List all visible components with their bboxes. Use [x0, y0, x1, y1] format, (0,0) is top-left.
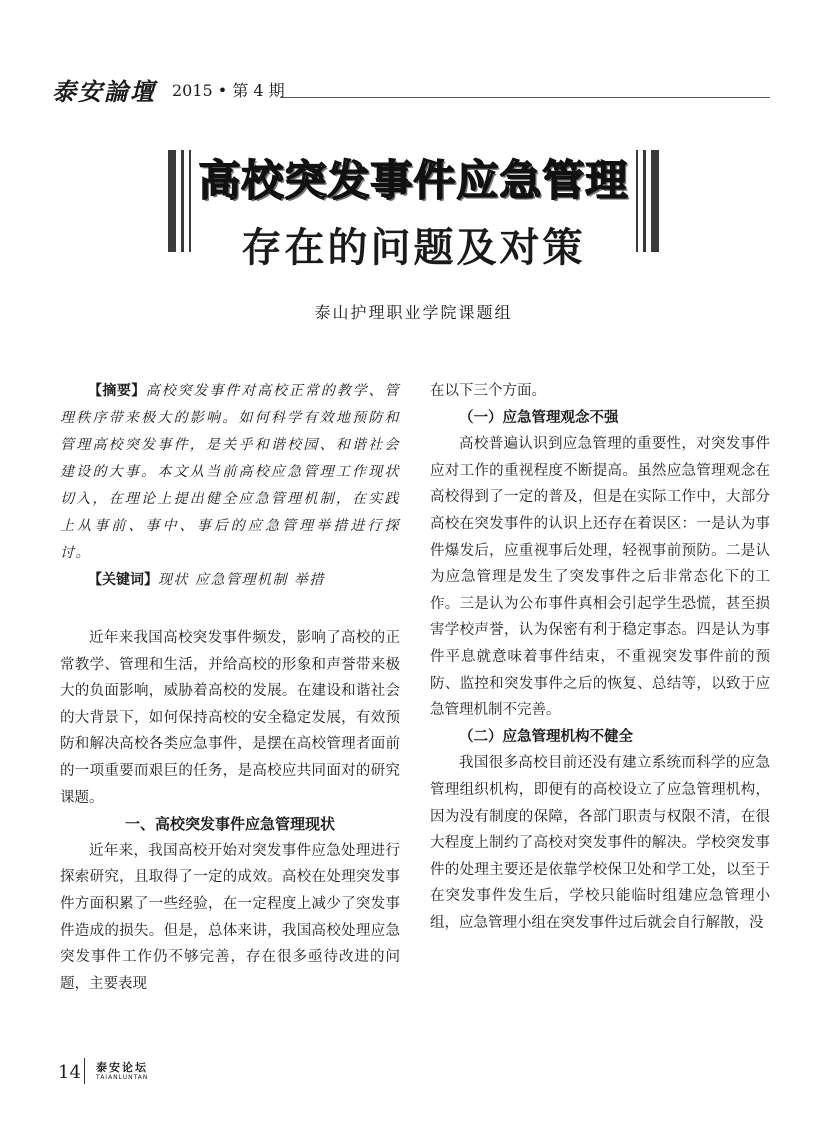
footer-journal-romanized: TAIANLUNTAN [96, 1074, 149, 1081]
keywords-label: 【关键词】 [88, 572, 158, 588]
subsection-heading: （一）应急管理观念不强 [459, 409, 619, 426]
footer-journal-name: 泰安论坛 [96, 1061, 148, 1074]
page-number: 14 [58, 1062, 81, 1083]
abstract [60, 378, 400, 594]
spacer [60, 594, 400, 625]
body-paragraph: 高校普遍认识到应急管理的重要性，对突发事件应对工作的重视程度不断提高。虽然应急管理观念在高校得到了一定的普及，但是在实际工作中，大部分高校在突发事件的认识上还存在着误区：一是认为事件爆发后，应重视事后处理，轻视事前预防。二是认为应急管理是发生了突发事件之后非常态化下的工作。三是认为公布事件真相会引起学生恐慌，甚至损害学校声誉，认为保密有利于稳定事态。四是认为事件平息就意味着事件结束，不重视突发事件前的预防、监控和突发事件之后的恢复、总结等，以致于应急管理机制不完善。 [430, 436, 770, 719]
intro-paragraph: 近年来我国高校突发事件频发，影响了高校的正常教学、管理和生活，并给高校的形象和声誉带来极大的负面影响，威胁着高校的发展。在建设和谐社会的大背景下，如何保持高校的安全稳定发展，有效预防和解决高校各类应急事件，是摆在高校管理者面前的一项重要而艰巨的任务，是高校应共同面对的研究课题。 [60, 630, 400, 806]
article-author: 泰山护理职业学院课题组 [314, 303, 513, 322]
body-paragraph: 在以下三个方面。 [430, 383, 546, 399]
journal-name: 泰安論壇 [52, 77, 156, 106]
header-rule [280, 97, 770, 98]
left-column [60, 378, 400, 997]
body-paragraph: 我国很多高校目前还没有建立系统而科学的应急管理组织机构，即便有的高校设立了应急管理机构，因为没有制度的保障，各部门职责与权限不清，在很大程度上制约了高校对突发事件的解决。学校突发事件的处理主要还是依靠学校保卫处和学工处，以至于在突发事件发生后，学校只能临时组建应急管理小组，应急管理小组在突发事件过后就会自行解散，没 [430, 755, 770, 931]
section-heading: 一、高校突发事件应急管理现状 [124, 815, 335, 834]
footer-divider [84, 1058, 85, 1084]
keywords-text: 现状 应急管理机制 举措 [158, 572, 325, 588]
abstract-label: 【摘要】 [88, 383, 146, 399]
article-title-line2: 存在的问题及对策 [241, 225, 586, 271]
abstract-text: 高校突发事件对高校正常的教学、管理秩序带来极大的影响。如何科学有效地预防和管理高校突发事件，是关乎和谐校园、和谐社会建设的大事。本文从当前高校应急管理工作现状切入，在理论上提出健全应急管理机制，在实践上从事前、事中、事后的应急管理举措进行探讨。 [60, 383, 401, 561]
running-header [52, 70, 770, 104]
right-column [430, 378, 770, 936]
body-paragraph: 近年来，我国高校开始对突发事件应急处理进行探索研究，且取得了一定的成效。高校在处理突发事件方面积累了一些经验，在一定程度上减少了突发事件造成的损失。但是，总体来讲，我国高校处理应急突发事件工作仍不够完善，存在很多亟待改进的问题，主要表现 [60, 842, 400, 992]
article-title-line1: 高校突发事件应急管理 [198, 156, 629, 205]
issue-label: 2015 • 第 4 期 [172, 81, 285, 100]
subsection-heading: （二）应急管理机构不健全 [459, 728, 633, 745]
